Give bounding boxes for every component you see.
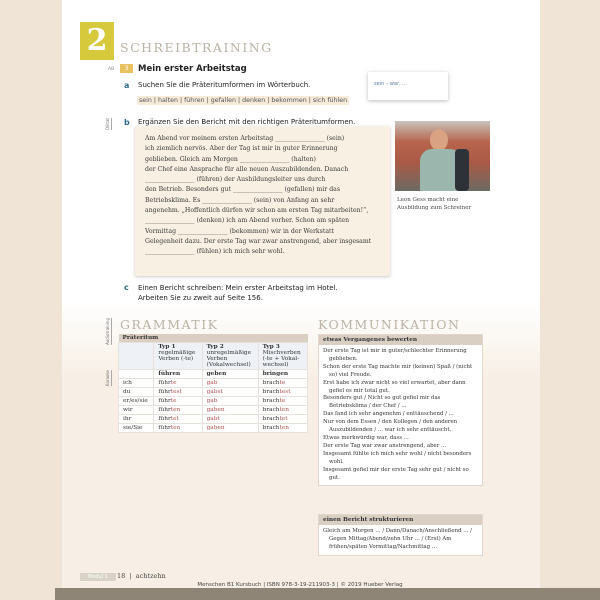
phrase: Erst habe ich zwar nicht so viel erwartet, aber dann gefiel es mir total gut. [323,379,466,394]
task-c-letter: c [124,283,129,292]
pronoun: du [119,388,154,397]
verb-stem: brach [262,389,280,395]
caption-line: Ausbildung zum Schreiner [397,205,472,211]
gap-text-line: ich ziemlich nervös. Aber der Tag ist mir in guter Erinnerung [145,145,338,153]
verb-form [258,415,307,424]
gap-text-line: ________________ (führen) der Ausbildungsleiter uns durch [145,176,326,184]
phrase: Nur von dem Essen / den Kollegen / den anderen Auszubildenden / ... war ich sehr enttäuscht. [323,419,458,434]
task-c-line: Einen Bericht schreiben: Mein erster Arbeitstag im Hotel. [138,284,338,292]
verb-stem: brach [262,398,280,404]
table-row [119,406,308,415]
word-list: sein | halten | führen | gefallen | denken | bekommen | sich fühlen [139,97,348,104]
verb-form [202,379,258,388]
task-a-instruction: Suchen Sie die Präteritumformen im Wörterbuch. [138,81,311,89]
bottom-bar [55,588,600,600]
gap-text-line: Am Abend vor meinem ersten Arbeitstag ________________ (sein) [145,135,345,142]
verb-ending: en [217,425,225,431]
verb-stem: führ [158,416,171,422]
task-b-letter: b [124,118,130,127]
type-header-line: Verben [206,356,228,362]
gap-text-line: Vormittag ________________ (bekommen) wir in der Werkstatt [145,227,334,235]
phrase: Insgesamt fühlte ich mich sehr wohl / nicht besonders wohl. [323,450,472,465]
verb-stem: gab [206,389,218,395]
gap-text-line: den Betrieb. Besonders gut ________________ (gefallen) mir das [145,186,341,194]
verb-ending: te [170,380,177,386]
verb-stem: brach [262,380,280,386]
verb-ending: ten [170,425,181,431]
phrase: Gleich am Morgen ... / Dann/Danach/Anschließend ... / Gegen Mittag/Abend/zehn Uhr ... / (Erst) Am frühen/späten Vormittag/Nachmittag ... [323,528,472,550]
verb-stem: gab [206,416,218,422]
photo-student [395,121,490,191]
verb-form [202,397,258,406]
komm-box-title: etwas Vergangenes bewerten [319,335,482,345]
example-note: sein – war, ... [368,72,448,100]
imprint: Menschen B1 Kursbuch | ISBN 978-3-19-211903-3 | © 2019 Hueber Verlag [197,582,403,588]
type-header-line: (-te + Vokal- [262,356,300,362]
type-header-line: regelmäßige [158,350,196,356]
gap-text-line: der Chef eine Ansprache für alle neuen Auszubildenden. Danach [145,165,349,173]
verb-ending: t [217,416,220,422]
pronoun: sie/Sie [119,424,154,433]
phrase: Etwas merkwürdig war, dass ... [323,434,409,441]
verb-ending: en [217,407,225,413]
verb-stem: gab [206,380,218,386]
verb-form [154,397,202,406]
kommunikation-title: KOMMUNIKATION [318,317,461,332]
audiotraining-label[interactable]: Audiotraining [105,318,110,345]
type-header-line: Typ 1 [158,344,176,350]
task-c-text [138,283,338,303]
verb-ending: te [279,398,286,404]
verb-form [258,397,307,406]
verb-ending: ten [170,407,181,413]
komm-box-body [319,525,482,555]
pronoun: ich [119,379,154,388]
verb-ending: st [217,389,223,395]
verb-stem: führ [158,407,171,413]
table-row [119,397,308,406]
komm-box-strukturieren [318,514,483,556]
exercise-title: Mein erster Arbeitstag [138,64,247,74]
diktat-label[interactable]: Diktat [105,118,110,131]
task-b-instruction: Ergänzen Sie den Bericht mit den richtigen Präteritumformen. [138,118,356,126]
task-c-line: Arbeiten Sie zu zweit auf Seite 156. [138,294,263,302]
pronoun: wir [119,406,154,415]
photo-caption [397,196,471,212]
type-header [258,343,307,370]
page-number-word: achtzehn [135,572,166,580]
phrase: Der erste Tag war zwar anstrengend, aber ... [323,442,447,449]
phrase: Der erste Tag ist mir in guter/schlechter Erinnerung geblieben. [323,348,467,362]
gap-text-line: geblieben. Gleich am Morgen ________________ (halten) [145,155,316,163]
table-row [119,415,308,424]
verb-stem: führ [158,398,171,404]
gap-text-line: angenehm. „Hoffentlich dürfen wir schon am ersten Tag mitarbeiten!“, [145,207,369,215]
task-a-letter: a [124,81,130,90]
verb-stem: brach [262,407,280,413]
verb-stem: gab [206,398,218,404]
verb-ending: te [170,398,177,404]
verb-form [202,406,258,415]
table-title: Präteritum [119,334,308,343]
type-header-line: Verben (-te) [158,356,194,362]
verb-stem: führ [158,425,171,431]
verb-form [258,424,307,433]
karaoke-label[interactable]: Karaoke [105,370,110,387]
verb-header: bringen [258,370,307,379]
exercise-number: 3 [120,64,133,73]
type-header [202,343,258,370]
verb-header: führen [154,370,202,379]
gap-text-line: ________________ (fühlen) ich mich sehr wohl. [145,248,285,256]
grammatik-title: GRAMMATIK [120,317,219,332]
verb-ending: tet [279,416,288,422]
type-header-line: wechsel) [262,362,289,368]
table-row [119,388,308,397]
verb-stem: brach [262,425,280,431]
type-header-line: Typ 2 [206,344,224,350]
table-row [119,424,308,433]
verb-stem: brach [262,416,280,422]
verb-ending: tet [170,416,179,422]
unit-number: 2 [80,22,114,60]
phrase: Besonders gut / Nicht so gut gefiel mir das Betriebsklima / der Chef / ... [323,395,441,410]
type-header-line: unregelmäßige [206,350,252,356]
grammar-table [118,334,308,433]
verb-form [258,379,307,388]
phrase: Insgesamt gefiel mir der erste Tag sehr gut / nicht so gut. [323,466,469,481]
verb-stem: gab [206,407,218,413]
verb-ending: ten [279,407,290,413]
gap-text [135,126,390,276]
module-label: Modul 1 [80,573,116,581]
gap-text-line: Gelegenheit dazu. Der erste Tag war zwar anstrengend, aber insgesamt [145,237,372,245]
phrase: Das fand ich sehr angenehm / enttäuschend / ... [323,411,454,418]
verb-ending: test [170,389,182,395]
verb-form [258,388,307,397]
verb-stem: gab [206,425,218,431]
verb-form [154,388,202,397]
komm-box-title: einen Bericht strukturieren [319,515,482,525]
phrase: Schon der erste Tag machte mir (keinen) Spaß / (nicht so) viel Freude. [323,363,473,378]
verb-form [154,424,202,433]
verb-ending: te [279,380,286,386]
verb-form [202,415,258,424]
verb-stem: führ [158,389,171,395]
verb-form [154,415,202,424]
page-number-digits: 18 [117,572,126,580]
section-title: SCHREIBTRAINING [120,40,273,55]
pronoun: ihr [119,415,154,424]
verb-ending: ten [279,425,290,431]
gap-text-line: ________________ (denken) ich am Abend vorher. Schon am späten [145,217,350,225]
type-header-line: (Vokalwechsel) [206,362,251,368]
verb-form [258,406,307,415]
verb-form [202,424,258,433]
komm-box-body [319,345,482,485]
verb-form [154,379,202,388]
komm-box-bewerten [318,334,483,486]
type-header-line: Mischverben [262,350,301,356]
verb-header: geben [202,370,258,379]
table-row [119,379,308,388]
caption-line: Leon Gess macht eine [397,197,459,203]
gap-text-line: Betriebsklima. Es ________________ (sein) von Anfang an sehr [145,196,335,204]
exercise-marker: AB [108,67,115,72]
verb-form [202,388,258,397]
verb-stem: führ [158,380,171,386]
type-header-line: Typ 3 [262,344,280,350]
verb-ending: test [279,389,291,395]
page-number: 18 | achtzehn [117,572,166,580]
pronoun: er/es/sie [119,397,154,406]
verb-form [154,406,202,415]
type-header [154,343,202,370]
